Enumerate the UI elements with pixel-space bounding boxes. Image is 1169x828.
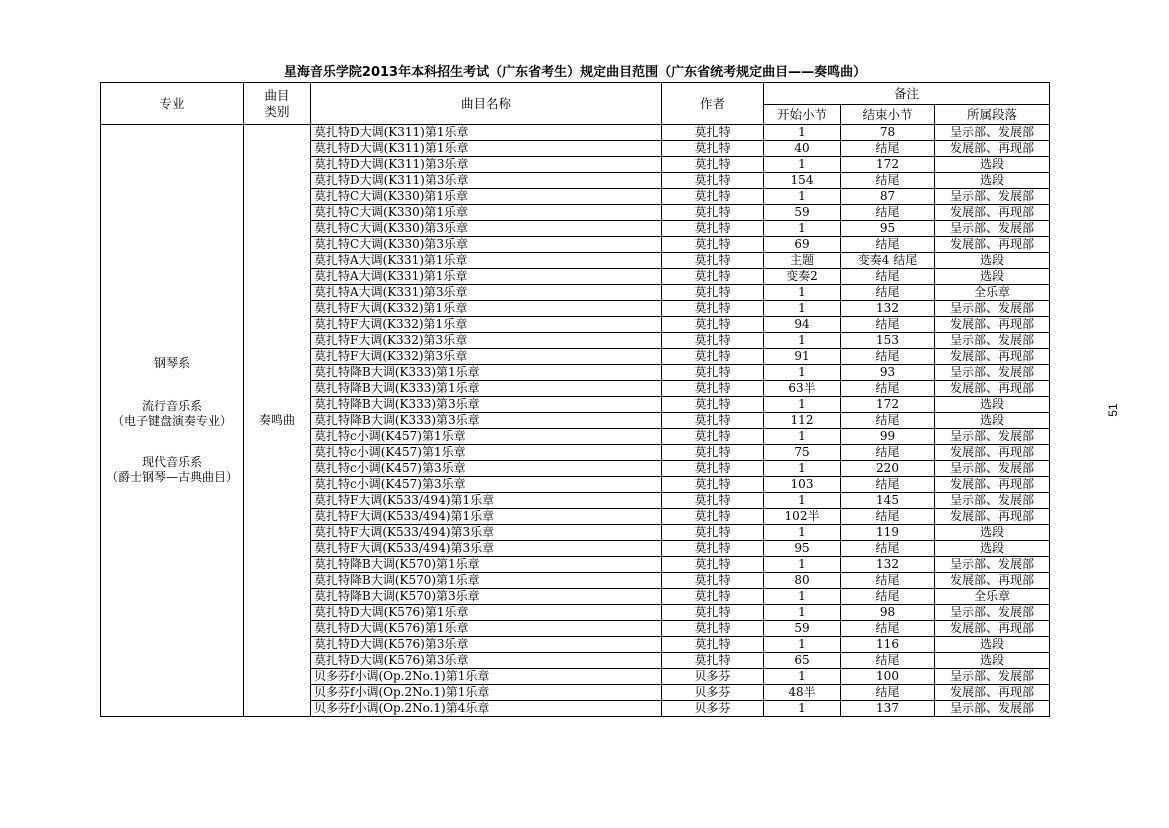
composer-cell: 莫扎特 <box>662 141 764 157</box>
section-cell: 发展部、再现部 <box>935 349 1050 365</box>
section-cell: 呈示部、发展部 <box>935 301 1050 317</box>
piece-name-cell: 莫扎特D大调(K576)第3乐章 <box>311 653 662 669</box>
piece-name-cell: 莫扎特c小调(K457)第3乐章 <box>311 461 662 477</box>
start-measure-cell: 变奏2 <box>764 269 841 285</box>
end-measure-cell: 结尾 <box>841 509 935 525</box>
end-measure-cell: 结尾 <box>841 349 935 365</box>
piece-name-cell: 莫扎特F大调(K332)第3乐章 <box>311 333 662 349</box>
composer-cell: 莫扎特 <box>662 525 764 541</box>
piece-name-cell: 莫扎特降B大调(K570)第1乐章 <box>311 557 662 573</box>
piece-name-cell: 莫扎特A大调(K331)第1乐章 <box>311 269 662 285</box>
section-cell: 呈示部、发展部 <box>935 221 1050 237</box>
end-measure-cell: 78 <box>841 125 935 141</box>
start-measure-cell: 94 <box>764 317 841 333</box>
piece-name-cell: 莫扎特D大调(K576)第1乐章 <box>311 621 662 637</box>
section-cell: 发展部、再现部 <box>935 317 1050 333</box>
major-modern: 现代音乐系 <box>141 455 202 469</box>
section-cell: 呈示部、发展部 <box>935 461 1050 477</box>
start-measure-cell: 1 <box>764 397 841 413</box>
end-measure-cell: 153 <box>841 333 935 349</box>
page-number: 51 <box>1106 403 1120 417</box>
end-measure-cell: 93 <box>841 365 935 381</box>
section-cell: 选段 <box>935 541 1050 557</box>
section-cell: 选段 <box>935 269 1050 285</box>
start-measure-cell: 1 <box>764 365 841 381</box>
piece-name-cell: 莫扎特D大调(K311)第1乐章 <box>311 125 662 141</box>
end-measure-cell: 结尾 <box>841 621 935 637</box>
section-cell: 呈示部、发展部 <box>935 189 1050 205</box>
composer-cell: 莫扎特 <box>662 653 764 669</box>
piece-name-cell: 莫扎特A大调(K331)第1乐章 <box>311 253 662 269</box>
composer-cell: 莫扎特 <box>662 541 764 557</box>
section-cell: 发展部、再现部 <box>935 477 1050 493</box>
section-cell: 呈示部、发展部 <box>935 333 1050 349</box>
start-measure-cell: 1 <box>764 557 841 573</box>
end-measure-cell: 172 <box>841 157 935 173</box>
start-measure-cell: 1 <box>764 701 841 717</box>
composer-cell: 莫扎特 <box>662 333 764 349</box>
major-piano: 钢琴系 <box>153 356 190 370</box>
end-measure-cell: 87 <box>841 189 935 205</box>
header-section: 所属段落 <box>935 105 1050 125</box>
piece-name-cell: 莫扎特D大调(K311)第3乐章 <box>311 157 662 173</box>
piece-name-cell: 莫扎特降B大调(K333)第1乐章 <box>311 381 662 397</box>
section-cell: 发展部、再现部 <box>935 445 1050 461</box>
start-measure-cell: 1 <box>764 125 841 141</box>
section-cell: 发展部、再现部 <box>935 205 1050 221</box>
start-measure-cell: 1 <box>764 637 841 653</box>
composer-cell: 莫扎特 <box>662 269 764 285</box>
composer-cell: 莫扎特 <box>662 285 764 301</box>
start-measure-cell: 1 <box>764 605 841 621</box>
start-measure-cell: 1 <box>764 493 841 509</box>
piece-name-cell: 莫扎特F大调(K533/494)第3乐章 <box>311 541 662 557</box>
end-measure-cell: 结尾 <box>841 173 935 189</box>
end-measure-cell: 145 <box>841 493 935 509</box>
composer-cell: 莫扎特 <box>662 381 764 397</box>
composer-cell: 莫扎特 <box>662 221 764 237</box>
composer-cell: 莫扎特 <box>662 637 764 653</box>
piece-name-cell: 莫扎特A大调(K331)第3乐章 <box>311 285 662 301</box>
end-measure-cell: 132 <box>841 301 935 317</box>
start-measure-cell: 1 <box>764 285 841 301</box>
start-measure-cell: 40 <box>764 141 841 157</box>
start-measure-cell: 112 <box>764 413 841 429</box>
section-cell: 选段 <box>935 253 1050 269</box>
header-category <box>244 83 311 125</box>
piece-name-cell: 莫扎特C大调(K330)第1乐章 <box>311 205 662 221</box>
end-measure-cell: 结尾 <box>841 317 935 333</box>
piece-name-cell: 贝多芬f小调(Op.2No.1)第1乐章 <box>311 669 662 685</box>
section-cell: 发展部、再现部 <box>935 621 1050 637</box>
composer-cell: 莫扎特 <box>662 173 764 189</box>
start-measure-cell: 1 <box>764 301 841 317</box>
start-measure-cell: 1 <box>764 157 841 173</box>
composer-cell: 莫扎特 <box>662 365 764 381</box>
section-cell: 选段 <box>935 525 1050 541</box>
composer-cell: 贝多芬 <box>662 669 764 685</box>
composer-cell: 莫扎特 <box>662 445 764 461</box>
end-measure-cell: 172 <box>841 397 935 413</box>
piece-name-cell: 莫扎特降B大调(K570)第3乐章 <box>311 589 662 605</box>
section-cell: 全乐章 <box>935 285 1050 301</box>
composer-cell: 莫扎特 <box>662 397 764 413</box>
end-measure-cell: 95 <box>841 221 935 237</box>
composer-cell: 莫扎特 <box>662 253 764 269</box>
piece-name-cell: 莫扎特F大调(K533/494)第1乐章 <box>311 509 662 525</box>
piece-name-cell: 贝多芬f小调(Op.2No.1)第4乐章 <box>311 701 662 717</box>
piece-name-cell: 莫扎特D大调(K311)第3乐章 <box>311 173 662 189</box>
end-measure-cell: 结尾 <box>841 381 935 397</box>
piece-name-cell: 莫扎特D大调(K576)第1乐章 <box>311 605 662 621</box>
end-measure-cell: 结尾 <box>841 589 935 605</box>
start-measure-cell: 91 <box>764 349 841 365</box>
section-cell: 呈示部、发展部 <box>935 701 1050 717</box>
composer-cell: 莫扎特 <box>662 605 764 621</box>
section-cell: 呈示部、发展部 <box>935 605 1050 621</box>
major-modern-sub: （爵士钢琴—古典曲目） <box>105 470 238 484</box>
composer-cell: 莫扎特 <box>662 349 764 365</box>
start-measure-cell: 1 <box>764 221 841 237</box>
header-major: 专业 <box>101 83 244 125</box>
start-measure-cell: 80 <box>764 573 841 589</box>
end-measure-cell: 结尾 <box>841 141 935 157</box>
section-cell: 发展部、再现部 <box>935 573 1050 589</box>
end-measure-cell: 结尾 <box>841 269 935 285</box>
composer-cell: 莫扎特 <box>662 621 764 637</box>
start-measure-cell: 1 <box>764 189 841 205</box>
section-cell: 呈示部、发展部 <box>935 557 1050 573</box>
composer-cell: 贝多芬 <box>662 701 764 717</box>
composer-cell: 莫扎特 <box>662 237 764 253</box>
start-measure-cell: 48半 <box>764 685 841 701</box>
section-cell: 选段 <box>935 653 1050 669</box>
document-title: 星海音乐学院2013年本科招生考试（广东省考生）规定曲目范围（广东省统考规定曲目——奏鸣曲） <box>283 65 867 80</box>
composer-cell: 莫扎特 <box>662 301 764 317</box>
header-end-measure: 结束小节 <box>841 105 935 125</box>
category-cell: 奏鸣曲 <box>244 125 311 717</box>
end-measure-cell: 结尾 <box>841 205 935 221</box>
major-cell <box>101 125 244 717</box>
piece-name-cell: 莫扎特c小调(K457)第1乐章 <box>311 445 662 461</box>
section-cell: 呈示部、发展部 <box>935 365 1050 381</box>
start-measure-cell: 69 <box>764 237 841 253</box>
composer-cell: 莫扎特 <box>662 509 764 525</box>
section-cell: 选段 <box>935 173 1050 189</box>
composer-cell: 莫扎特 <box>662 189 764 205</box>
section-cell: 选段 <box>935 637 1050 653</box>
section-cell: 选段 <box>935 413 1050 429</box>
composer-cell: 莫扎特 <box>662 461 764 477</box>
end-measure-cell: 137 <box>841 701 935 717</box>
end-measure-cell: 99 <box>841 429 935 445</box>
start-measure-cell: 95 <box>764 541 841 557</box>
composer-cell: 莫扎特 <box>662 157 764 173</box>
end-measure-cell: 100 <box>841 669 935 685</box>
piece-name-cell: 莫扎特F大调(K332)第1乐章 <box>311 301 662 317</box>
table-header <box>101 83 1050 125</box>
start-measure-cell: 103 <box>764 477 841 493</box>
piece-name-cell: 莫扎特降B大调(K333)第3乐章 <box>311 413 662 429</box>
composer-cell: 莫扎特 <box>662 589 764 605</box>
composer-cell: 莫扎特 <box>662 205 764 221</box>
start-measure-cell: 154 <box>764 173 841 189</box>
piece-name-cell: 莫扎特降B大调(K333)第3乐章 <box>311 397 662 413</box>
piece-name-cell: 莫扎特F大调(K533/494)第1乐章 <box>311 493 662 509</box>
end-measure-cell: 结尾 <box>841 445 935 461</box>
section-cell: 发展部、再现部 <box>935 685 1050 701</box>
piece-name-cell: 莫扎特F大调(K533/494)第3乐章 <box>311 525 662 541</box>
end-measure-cell: 结尾 <box>841 541 935 557</box>
piece-name-cell: 莫扎特D大调(K576)第3乐章 <box>311 637 662 653</box>
header-category-line2: 类别 <box>264 103 290 119</box>
composer-cell: 莫扎特 <box>662 557 764 573</box>
major-pop: 流行音乐系 <box>141 399 202 413</box>
end-measure-cell: 变奏4 结尾 <box>841 253 935 269</box>
composer-cell: 莫扎特 <box>662 493 764 509</box>
composer-cell: 莫扎特 <box>662 477 764 493</box>
piece-name-cell: 莫扎特c小调(K457)第1乐章 <box>311 429 662 445</box>
header-remarks: 备注 <box>764 83 1050 105</box>
piece-name-cell: 莫扎特F大调(K332)第3乐章 <box>311 349 662 365</box>
end-measure-cell: 结尾 <box>841 653 935 669</box>
end-measure-cell: 结尾 <box>841 413 935 429</box>
end-measure-cell: 结尾 <box>841 285 935 301</box>
section-cell: 发展部、再现部 <box>935 237 1050 253</box>
piece-name-cell: 莫扎特c小调(K457)第3乐章 <box>311 477 662 493</box>
start-measure-cell: 63半 <box>764 381 841 397</box>
composer-cell: 贝多芬 <box>662 685 764 701</box>
start-measure-cell: 1 <box>764 589 841 605</box>
end-measure-cell: 结尾 <box>841 685 935 701</box>
start-measure-cell: 75 <box>764 445 841 461</box>
piece-name-cell: 莫扎特降B大调(K570)第1乐章 <box>311 573 662 589</box>
section-cell: 发展部、再现部 <box>935 509 1050 525</box>
end-measure-cell: 98 <box>841 605 935 621</box>
section-cell: 选段 <box>935 397 1050 413</box>
start-measure-cell: 1 <box>764 461 841 477</box>
composer-cell: 莫扎特 <box>662 125 764 141</box>
start-measure-cell: 主题 <box>764 253 841 269</box>
major-pop-sub: （电子键盘演奏专业） <box>111 414 232 428</box>
end-measure-cell: 结尾 <box>841 573 935 589</box>
start-measure-cell: 59 <box>764 621 841 637</box>
start-measure-cell: 59 <box>764 205 841 221</box>
header-piece: 曲目名称 <box>311 83 662 125</box>
header-category-line1: 曲目 <box>264 87 290 103</box>
section-cell: 呈示部、发展部 <box>935 493 1050 509</box>
repertoire-table <box>100 82 1050 717</box>
end-measure-cell: 119 <box>841 525 935 541</box>
start-measure-cell: 1 <box>764 525 841 541</box>
end-measure-cell: 结尾 <box>841 477 935 493</box>
table-row <box>101 125 1050 141</box>
piece-name-cell: 莫扎特C大调(K330)第3乐章 <box>311 221 662 237</box>
end-measure-cell: 132 <box>841 557 935 573</box>
section-cell: 全乐章 <box>935 589 1050 605</box>
composer-cell: 莫扎特 <box>662 573 764 589</box>
section-cell: 呈示部、发展部 <box>935 429 1050 445</box>
header-composer: 作者 <box>662 83 764 125</box>
end-measure-cell: 结尾 <box>841 237 935 253</box>
table-body <box>101 125 1050 717</box>
piece-name-cell: 莫扎特C大调(K330)第1乐章 <box>311 189 662 205</box>
start-measure-cell: 1 <box>764 333 841 349</box>
section-cell: 发展部、再现部 <box>935 141 1050 157</box>
composer-cell: 莫扎特 <box>662 317 764 333</box>
piece-name-cell: 莫扎特D大调(K311)第1乐章 <box>311 141 662 157</box>
section-cell: 呈示部、发展部 <box>935 125 1050 141</box>
start-measure-cell: 1 <box>764 669 841 685</box>
composer-cell: 莫扎特 <box>662 413 764 429</box>
composer-cell: 莫扎特 <box>662 429 764 445</box>
header-start-measure: 开始小节 <box>764 105 841 125</box>
section-cell: 呈示部、发展部 <box>935 669 1050 685</box>
start-measure-cell: 102半 <box>764 509 841 525</box>
section-cell: 选段 <box>935 157 1050 173</box>
start-measure-cell: 1 <box>764 429 841 445</box>
piece-name-cell: 莫扎特C大调(K330)第3乐章 <box>311 237 662 253</box>
end-measure-cell: 220 <box>841 461 935 477</box>
end-measure-cell: 116 <box>841 637 935 653</box>
piece-name-cell: 莫扎特F大调(K332)第1乐章 <box>311 317 662 333</box>
piece-name-cell: 莫扎特降B大调(K333)第1乐章 <box>311 365 662 381</box>
start-measure-cell: 65 <box>764 653 841 669</box>
piece-name-cell: 贝多芬f小调(Op.2No.1)第1乐章 <box>311 685 662 701</box>
section-cell: 发展部、再现部 <box>935 381 1050 397</box>
